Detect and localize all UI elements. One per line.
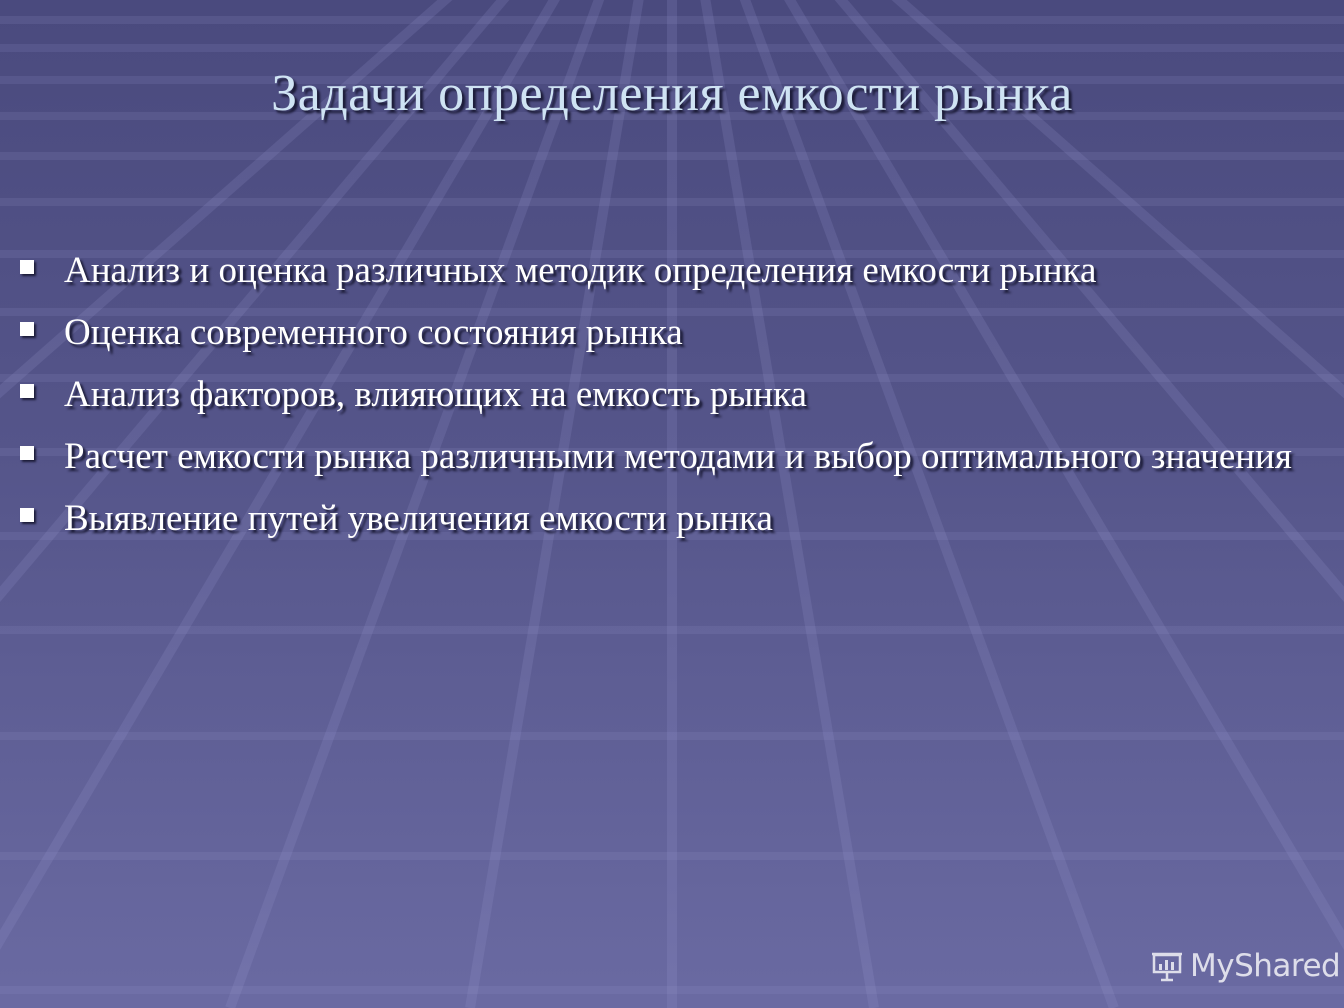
list-item (18, 248, 1328, 294)
square-bullet-icon (20, 384, 34, 398)
slide-title: Задачи определения емкости рынка (271, 65, 1073, 122)
bullet-text: Анализ факторов, влияющих на емкость рынка (64, 374, 807, 415)
list-item (18, 372, 1328, 418)
square-bullet-icon (20, 322, 34, 336)
bullet-text: Выявление путей увеличения емкости рынка (64, 498, 773, 539)
list-item (18, 496, 1328, 542)
square-bullet-icon (20, 446, 34, 460)
list-item (18, 434, 1328, 480)
watermark-text: MyShared (1190, 948, 1341, 984)
watermark (1150, 944, 1340, 988)
presentation-board-icon (1150, 949, 1184, 983)
bullet-text: Оценка современного состояния рынка (64, 312, 683, 353)
square-bullet-icon (20, 260, 34, 274)
bullet-text: Расчет емкости рынка различными методами и выбор оптимального значения (64, 436, 1292, 477)
bullet-text: Анализ и оценка различных методик определения емкости рынка (64, 250, 1097, 291)
list-item (18, 310, 1328, 356)
square-bullet-icon (20, 508, 34, 522)
bullet-list (18, 248, 1328, 558)
